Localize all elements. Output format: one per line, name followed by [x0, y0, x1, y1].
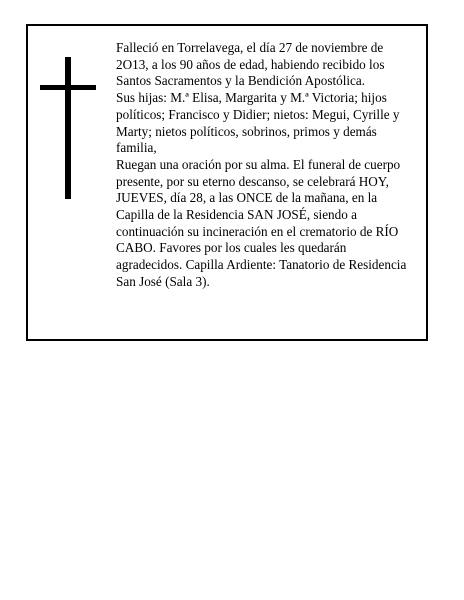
obituary-line: CABO. Favores por los cuales les quedarán: [116, 240, 347, 256]
obituary-notice: [26, 24, 428, 341]
cross-horizontal-bar: [40, 85, 96, 90]
obituary-line: Marty; nietos políticos, sobrinos, primos y demás: [116, 123, 377, 139]
obituary-line: Santos Sacramentos y la Bendición Apostólica.: [116, 73, 366, 89]
obituary-line: políticos; Francisco y Didier; nietos: Megui, Cyrille y: [116, 106, 400, 122]
obituary-text: [116, 40, 422, 291]
obituary-line: Falleció en Torrelavega, el día 27 de noviembre de: [116, 40, 384, 55]
obituary-line: JUEVES, día 28, a las ONCE de la mañana, en la: [116, 190, 378, 206]
cross-icon: [40, 57, 96, 199]
obituary-line: continuación su incineración en el crematorio de RÍO: [116, 223, 399, 239]
obituary-line: familia,: [116, 140, 157, 156]
cross-vertical-bar: [65, 57, 71, 199]
obituary-line: Ruegan una oración por su alma. El funeral de cuerpo: [116, 156, 401, 172]
obituary-line: Sus hijas: M.ª Elisa, Margarita y M.ª Victoria; hijos: [116, 90, 387, 106]
obituary-line: presente, por su eterno descanso, se celebrará HOY,: [116, 173, 389, 189]
obituary-line: San José (Sala 3).: [116, 273, 210, 289]
obituary-line: 2O13, a los 90 años de edad, habiendo recibido los: [116, 56, 385, 72]
obituary-line: Capilla de la Residencia SAN JOSÉ, siendo a: [116, 207, 357, 223]
obituary-line: agradecidos. Capilla Ardiente: Tanatorio de Residencia: [116, 257, 407, 273]
